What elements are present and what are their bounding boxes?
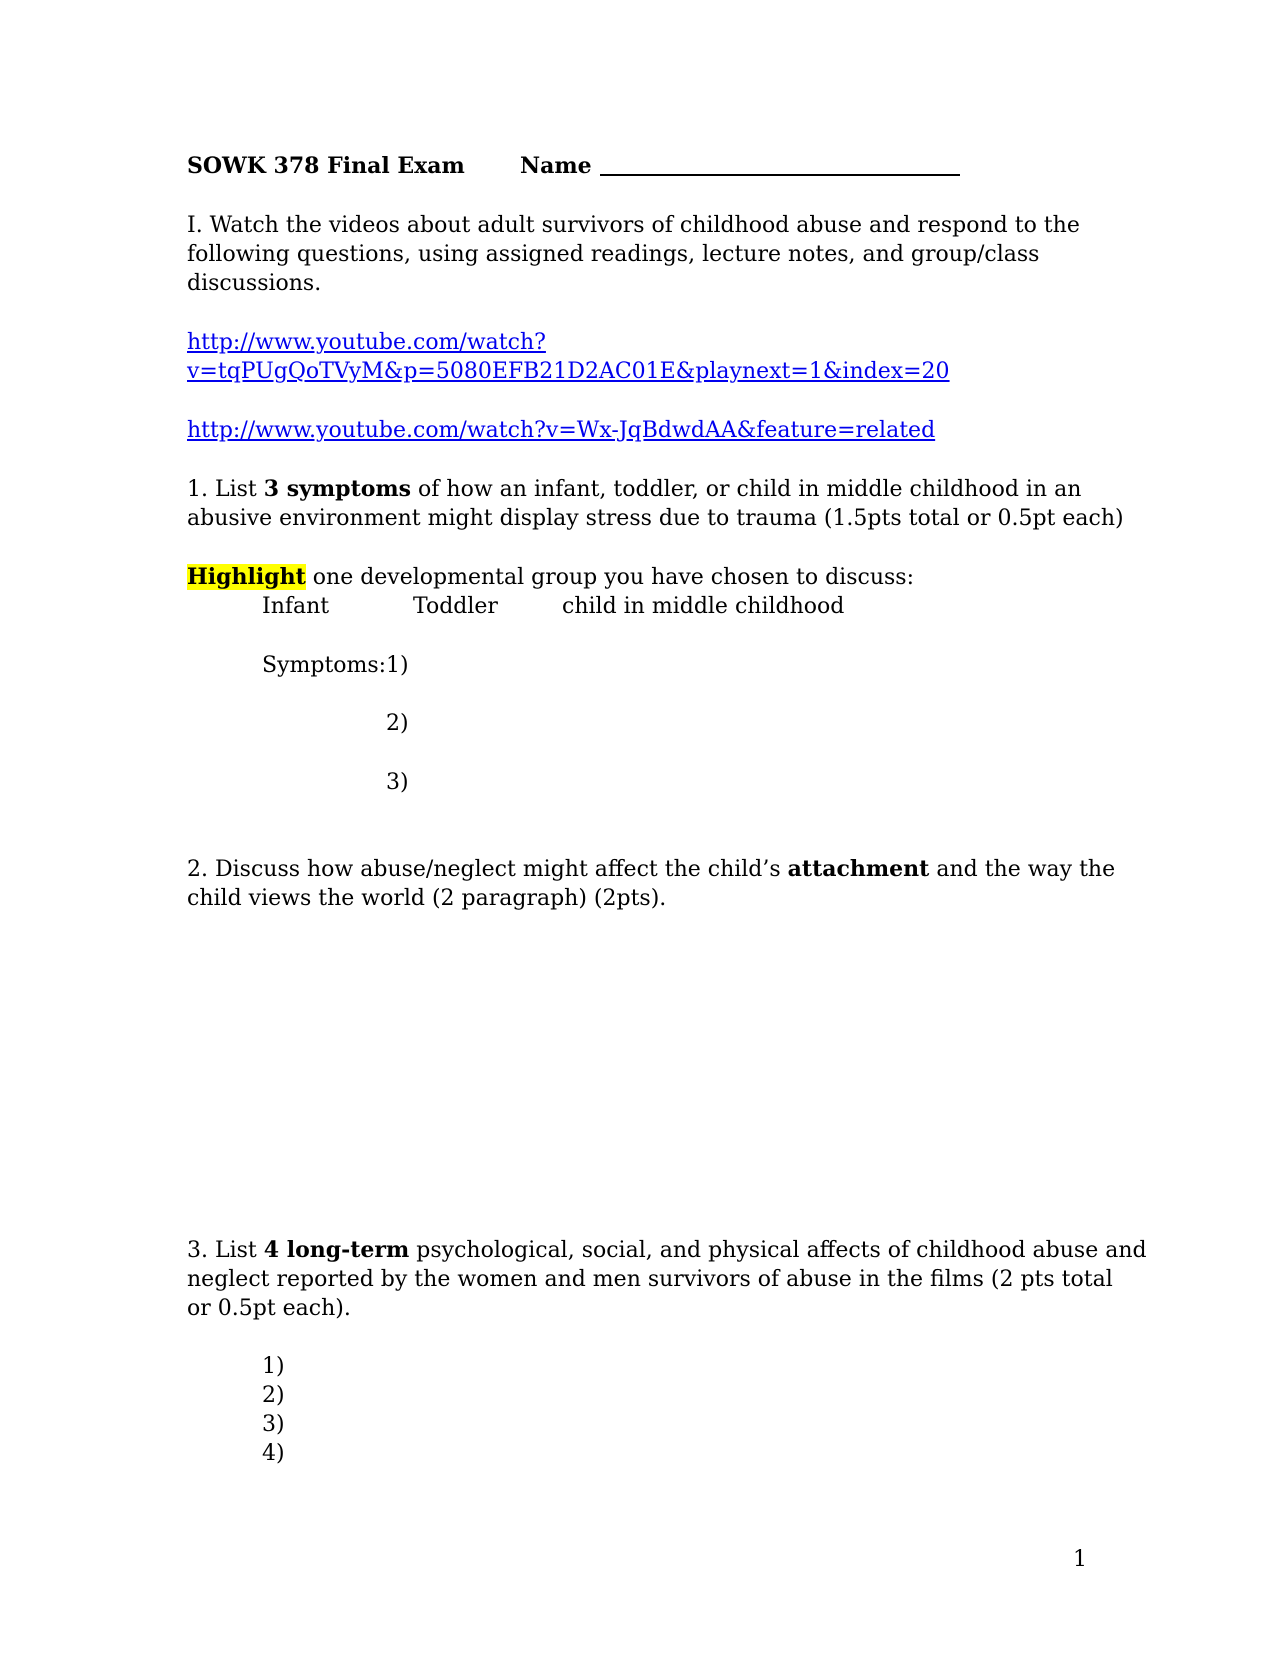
- symptoms-label: Symptoms:: [262, 653, 387, 678]
- name-field-row: [520, 152, 960, 181]
- page-number: 1: [1073, 1547, 1087, 1572]
- q3-item-2: 2): [262, 1383, 285, 1408]
- section1-line3: discussions.: [187, 271, 322, 296]
- symptom-item-3: 3): [386, 770, 409, 795]
- video2-link[interactable]: http://www.youtube.com/watch?v=Wx-JqBdwdAA&feature=related: [187, 418, 936, 443]
- name-blank-line[interactable]: [600, 160, 960, 176]
- q3-line1: [187, 1236, 1147, 1265]
- exam-title: SOWK 378 Final Exam: [187, 153, 465, 179]
- section1-line1: I. Watch the videos about adult survivors of childhood abuse and respond to the: [187, 213, 1080, 238]
- q3-prefix: 3. List: [187, 1238, 264, 1263]
- q3-item-3: 3): [262, 1412, 285, 1437]
- q2-suffix: and the way the: [929, 857, 1116, 882]
- name-label: Name: [520, 153, 592, 179]
- q3-item-4: 4): [262, 1441, 285, 1466]
- q2-line1: [187, 855, 1115, 884]
- highlight-word: Highlight: [187, 564, 306, 590]
- video1-link-part2[interactable]: v=tqPUgQoTVyM&p=5080EFB21D2AC01E&playnext=1&index=20: [187, 359, 950, 384]
- video1-link-part1[interactable]: http://www.youtube.com/watch?: [187, 330, 546, 355]
- q3-suffix: psychological, social, and physical affects of childhood abuse and: [409, 1238, 1147, 1263]
- video2-link-line: [187, 416, 935, 445]
- q1-line1: [187, 475, 1081, 504]
- q1-highlight-line: [187, 563, 914, 592]
- group-option-toddler[interactable]: Toddler: [413, 594, 498, 619]
- q1-bold: 3 symptoms: [263, 476, 412, 502]
- video1-link-line1: [187, 328, 546, 357]
- q2-bold: attachment: [787, 856, 930, 882]
- q3-line2: neglect reported by the women and men survivors of abuse in the films (2 pts total: [187, 1267, 1113, 1292]
- q2-line2: child views the world (2 paragraph) (2pts).: [187, 886, 667, 911]
- q1-prefix: 1. List: [187, 477, 264, 502]
- video1-link-line2: [187, 357, 950, 386]
- q3-bold: 4 long-term: [263, 1237, 410, 1263]
- q3-item-1: 1): [262, 1354, 285, 1379]
- group-option-infant[interactable]: Infant: [262, 594, 330, 619]
- group-option-middle-childhood[interactable]: child in middle childhood: [562, 594, 845, 619]
- symptom-item-2: 2): [386, 711, 409, 736]
- section1-line2: following questions, using assigned readings, lecture notes, and group/class: [187, 242, 1040, 267]
- q1-line2: abusive environment might display stress due to trauma (1.5pts total or 0.5pt each): [187, 506, 1124, 531]
- symptom-item-1: 1): [386, 653, 409, 678]
- q3-line3: or 0.5pt each).: [187, 1296, 351, 1321]
- q1-suffix: of how an infant, toddler, or child in middle childhood in an: [411, 477, 1082, 502]
- q2-prefix: 2. Discuss how abuse/neglect might affect the child’s: [187, 857, 788, 882]
- highlight-rest: one developmental group you have chosen to discuss:: [305, 565, 914, 590]
